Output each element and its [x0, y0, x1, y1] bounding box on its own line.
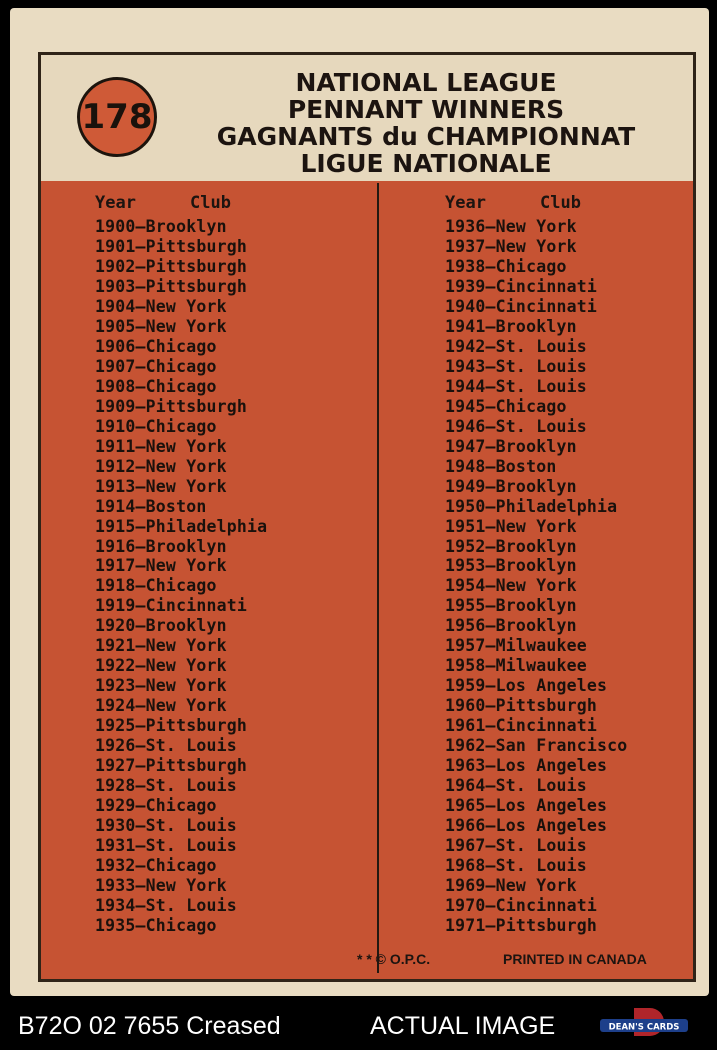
pennant-winner-row: 1945—Chicago: [445, 396, 567, 416]
pennant-winner-row: 1955—Brooklyn: [445, 596, 577, 616]
pennant-winner-row: 1963—Los Angeles: [445, 756, 608, 776]
card-title: [211, 69, 641, 177]
pennant-winner-row: 1939—Cincinnati: [445, 276, 598, 296]
pennant-winner-row: 1949—Brooklyn: [445, 476, 577, 496]
pennant-winner-row: 1908—Chicago: [95, 376, 217, 396]
column-header: [445, 193, 627, 217]
pennant-winner-row: 1914—Boston: [95, 496, 207, 516]
card-number-badge: 178: [77, 77, 157, 157]
pennant-winner-row: 1922—New York: [95, 656, 227, 676]
card-frame: [38, 52, 696, 982]
deans-cards-logo-icon: [598, 1006, 690, 1044]
pennant-winner-row: 1957—Milwaukee: [445, 636, 587, 656]
card-condition-label: B72O 02 7655 Creased: [18, 1012, 281, 1040]
pennant-winner-row: 1936—New York: [445, 217, 577, 236]
pennant-winner-row: 1948—Boston: [445, 456, 557, 476]
title-line-1: NATIONAL LEAGUE: [295, 68, 557, 97]
year-header: Year: [445, 193, 486, 213]
club-header: Club: [190, 193, 231, 213]
pennant-winner-row: 1937—New York: [445, 236, 577, 256]
pennant-winner-row: 1916—Brooklyn: [95, 536, 227, 556]
pennant-winner-row: 1969—New York: [445, 875, 577, 895]
pennant-winner-row: 1938—Chicago: [445, 256, 567, 276]
svg-text:DEAN'S CARDS: DEAN'S CARDS: [608, 1022, 680, 1033]
pennant-winner-row: 1924—New York: [95, 696, 227, 716]
pennant-winner-row: 1928—St. Louis: [95, 776, 237, 796]
winners-column-right: [445, 193, 627, 936]
club-header: Club: [540, 193, 581, 213]
pennant-winner-row: 1919—Cincinnati: [95, 596, 248, 616]
pennant-winner-row: 1915—Philadelphia: [95, 516, 268, 536]
pennant-winner-row: 1910—Chicago: [95, 416, 217, 436]
pennant-winner-row: 1935—Chicago: [95, 915, 217, 935]
pennant-winner-row: 1966—Los Angeles: [445, 816, 608, 836]
pennant-winner-row: 1942—St. Louis: [445, 336, 587, 356]
pennant-winner-row: 1904—New York: [95, 296, 227, 316]
pennant-winner-row: 1921—New York: [95, 636, 227, 656]
pennant-winner-row: 1930—St. Louis: [95, 816, 237, 836]
pennant-winner-row: 1968—St. Louis: [445, 856, 587, 875]
pennant-winner-row: 1952—Brooklyn: [445, 536, 577, 556]
pennant-winner-row: 1901—Pittsburgh: [95, 236, 248, 256]
pennant-winner-row: 1926—St. Louis: [95, 736, 237, 756]
pennant-winner-row: 1906—Chicago: [95, 336, 217, 356]
winners-list-left: [95, 217, 267, 936]
pennant-winner-row: 1909—Pittsburgh: [95, 396, 248, 416]
pennant-winner-row: 1965—Los Angeles: [445, 796, 608, 816]
printed-in-text: PRINTED IN CANADA: [503, 951, 647, 967]
pennant-winner-row: 1943—St. Louis: [445, 356, 587, 376]
pennant-winner-row: 1902—Pittsburgh: [95, 256, 248, 276]
copyright-text: * * © O.P.C.: [357, 951, 431, 967]
pennant-winner-row: 1927—Pittsburgh: [95, 756, 248, 776]
pennant-winner-row: 1951—New York: [445, 516, 577, 536]
year-header: Year: [95, 193, 136, 213]
pennant-winner-row: 1931—St. Louis: [95, 836, 237, 856]
pennant-winner-row: 1907—Chicago: [95, 356, 217, 376]
pennant-winner-row: 1960—Pittsburgh: [445, 696, 598, 716]
pennant-winner-row: 1911—New York: [95, 436, 227, 456]
winners-column-left: [95, 193, 267, 936]
title-line-3: GAGNANTS du CHAMPIONNAT: [216, 122, 636, 151]
actual-image-label: ACTUAL IMAGE: [370, 1012, 556, 1040]
pennant-winner-row: 1950—Philadelphia: [445, 496, 618, 516]
pennant-winner-row: 1917—New York: [95, 556, 227, 576]
pennant-winner-row: 1913—New York: [95, 476, 227, 496]
pennant-winner-row: 1953—Brooklyn: [445, 556, 577, 576]
pennant-winner-row: 1918—Chicago: [95, 576, 217, 596]
title-line-4: LIGUE NATIONALE: [300, 149, 552, 178]
pennant-winner-row: 1900—Brooklyn: [95, 217, 227, 236]
pennant-winner-row: 1920—Brooklyn: [95, 616, 227, 636]
baseball-card-back: [10, 8, 709, 996]
column-divider: [377, 183, 379, 973]
pennant-winner-row: 1925—Pittsburgh: [95, 716, 248, 736]
pennant-winner-row: 1956—Brooklyn: [445, 616, 577, 636]
pennant-winner-row: 1962—San Francisco: [445, 736, 628, 756]
pennant-winner-row: 1964—St. Louis: [445, 776, 587, 796]
pennant-winner-row: 1934—St. Louis: [95, 895, 237, 915]
pennant-winner-row: 1959—Los Angeles: [445, 676, 608, 696]
pennant-winner-row: 1958—Milwaukee: [445, 656, 587, 676]
pennant-winner-row: 1903—Pittsburgh: [95, 276, 248, 296]
pennant-winner-row: 1947—Brooklyn: [445, 436, 577, 456]
card-header: [41, 55, 693, 181]
pennant-winner-row: 1932—Chicago: [95, 856, 217, 875]
pennant-winner-row: 1954—New York: [445, 576, 577, 596]
pennant-winner-row: 1944—St. Louis: [445, 376, 587, 396]
pennant-winner-row: 1929—Chicago: [95, 796, 217, 816]
pennant-winner-row: 1912—New York: [95, 456, 227, 476]
pennant-winner-row: 1971—Pittsburgh: [445, 915, 598, 935]
pennant-winner-row: 1967—St. Louis: [445, 836, 587, 856]
pennant-winner-row: 1941—Brooklyn: [445, 316, 577, 336]
pennant-winner-row: 1961—Cincinnati: [445, 716, 598, 736]
pennant-winner-row: 1933—New York: [95, 875, 227, 895]
listing-caption-bar: [0, 1000, 717, 1050]
column-header: [95, 193, 267, 217]
pennant-winner-row: 1970—Cincinnati: [445, 895, 598, 915]
pennant-winner-row: 1905—New York: [95, 316, 227, 336]
winners-list-right: [445, 217, 627, 936]
pennant-winner-row: 1946—St. Louis: [445, 416, 587, 436]
pennant-winner-row: 1940—Cincinnati: [445, 296, 598, 316]
title-line-2: PENNANT WINNERS: [287, 95, 565, 124]
pennant-winner-row: 1923—New York: [95, 676, 227, 696]
